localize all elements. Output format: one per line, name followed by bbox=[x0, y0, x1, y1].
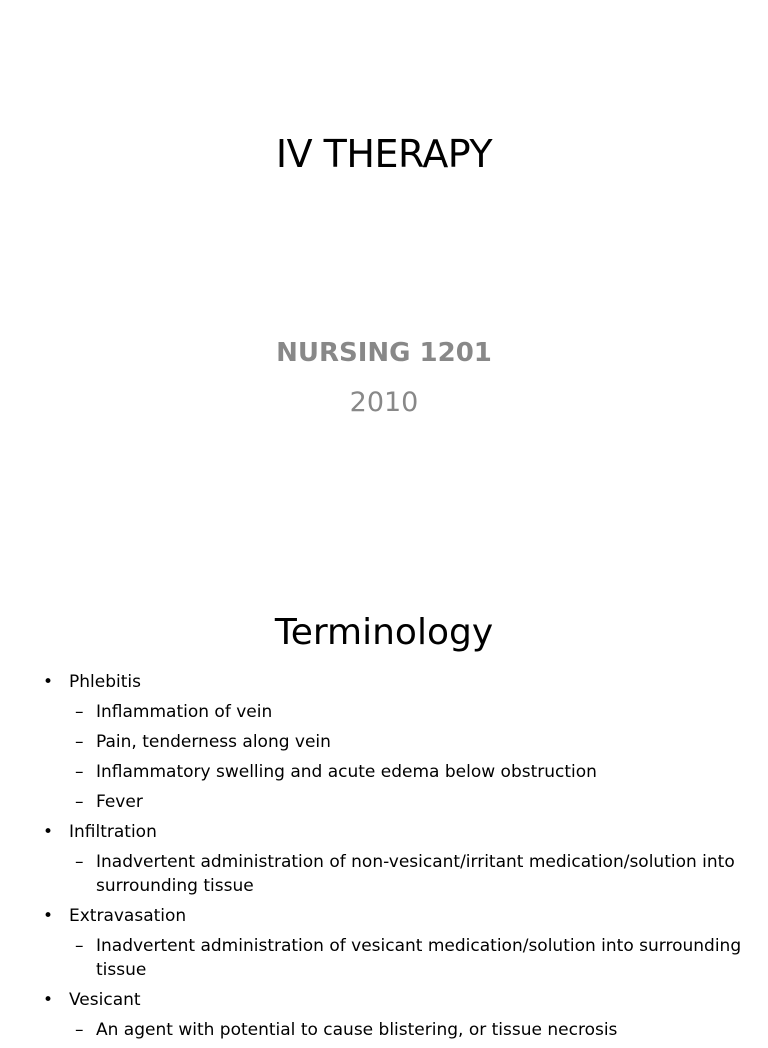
sub-bullet-text: An agent with potential to cause blistering, or tissue necrosis bbox=[96, 1020, 618, 1040]
dash-icon: – bbox=[75, 702, 84, 722]
dash-icon: – bbox=[75, 792, 84, 812]
sub-bullet-item bbox=[0, 934, 768, 982]
bullet-item bbox=[0, 820, 768, 844]
sub-bullet-text: Fever bbox=[96, 792, 143, 812]
bullet-icon: • bbox=[43, 906, 54, 926]
sub-bullet-item bbox=[0, 850, 768, 898]
dash-icon: – bbox=[75, 1020, 84, 1040]
sub-bullet-text: Inadvertent administration of non-vesicant/irritant medication/solution into surrounding tissue bbox=[96, 852, 735, 896]
sub-bullet-item bbox=[0, 700, 768, 724]
bullet-list bbox=[0, 670, 768, 1048]
sub-bullet-text: Inflammatory swelling and acute edema below obstruction bbox=[96, 762, 597, 782]
sub-bullet-text: Inflammation of vein bbox=[96, 702, 273, 722]
bullet-icon: • bbox=[43, 822, 54, 842]
course-name: NURSING 1201 bbox=[276, 338, 492, 368]
deck-title: IV THERAPY bbox=[275, 132, 493, 176]
bullet-text: Phlebitis bbox=[69, 672, 141, 692]
bullet-icon: • bbox=[43, 672, 54, 692]
sub-bullet-item bbox=[0, 760, 768, 784]
dash-icon: – bbox=[75, 936, 84, 956]
terminology-slide bbox=[0, 576, 768, 1040]
bullet-text: Extravasation bbox=[69, 906, 187, 926]
bullet-item bbox=[0, 904, 768, 928]
dash-icon: – bbox=[75, 852, 84, 872]
sub-bullet-text: Pain, tenderness along vein bbox=[96, 732, 331, 752]
sub-bullet-item bbox=[0, 790, 768, 814]
sub-bullet-item bbox=[0, 1018, 768, 1042]
dash-icon: – bbox=[75, 732, 84, 752]
bullet-icon: • bbox=[43, 990, 54, 1010]
bullet-text: Infiltration bbox=[69, 822, 157, 842]
bullet-text: Vesicant bbox=[69, 990, 141, 1010]
bullet-item bbox=[0, 988, 768, 1012]
bullet-item bbox=[0, 670, 768, 694]
course-year: 2010 bbox=[349, 387, 419, 418]
sub-bullet-item bbox=[0, 730, 768, 754]
sub-bullet-text: Inadvertent administration of vesicant medication/solution into surrounding tissue bbox=[96, 936, 742, 980]
slide-title: Terminology bbox=[274, 612, 494, 653]
dash-icon: – bbox=[75, 762, 84, 782]
